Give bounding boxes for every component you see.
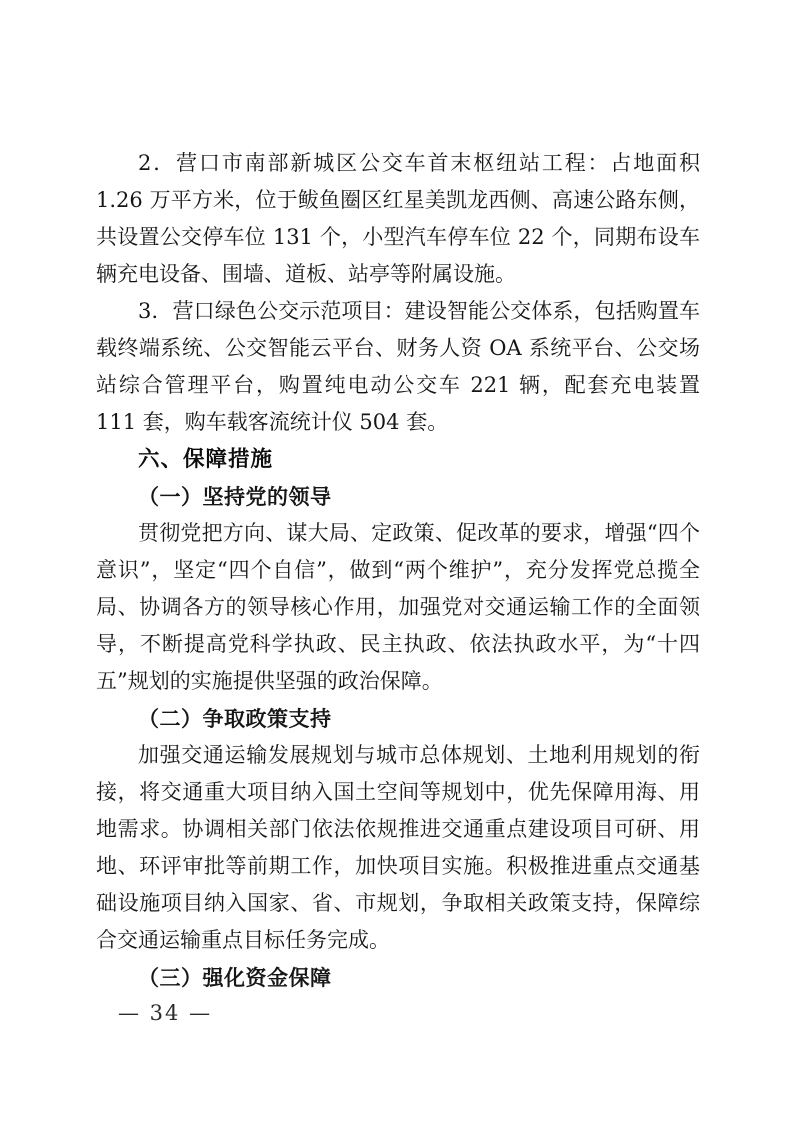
paragraph-item-3-green-transit-project: 3．营口绿色公交示范项目：建设智能公交体系，包括购置车载终端系统、公交智能云平台、财务人资 OA 系统平台、公交场站综合管理平台，购置纯电动公交车 221 辆，配套充电装置 111 套，购车载客流统计仪 504 套。: [96, 299, 700, 434]
paragraph-party-leadership-body: 贯彻党把方向、谋大局、定政策、促改革的要求，增强“四个意识”，坚定“四个自信”，做到“两个维护”，充分发挥党总揽全局、协调各方的领导核心作用，加强党对交通运输工作的全面领导，不断提高党科学执政、民主执政、依法执政水平，为“十四五”规划的实施提供坚强的政治保障。: [96, 521, 700, 693]
document-content: [96, 145, 700, 996]
paragraph-policy-support-body: 加强交通运输发展规划与城市总体规划、土地利用规划的衔接，将交通重大项目纳入国土空间等规划中，优先保障用海、用地需求。协调相关部门依法依规推进交通重点建设项目可研、用地、环评审批等前期工作，加快项目实施。积极推进重点交通基础设施项目纳入国家、省、市规划，争取相关政策支持，保障综合交通运输重点目标任务完成。: [96, 743, 700, 952]
footer-page-number: — 34 —: [118, 1001, 213, 1025]
paragraph-item-2-bus-hub-project: 2．营口市南部新城区公交车首末枢纽站工程：占地面积 1.26 万平方米，位于鲅鱼圈区红星美凯龙西侧、高速公路东侧，共设置公交停车位 131 个，小型汽车停车位 22 个，同期布设车辆充电设备、围墙、道板、站亭等附属设施。: [96, 151, 700, 286]
subsection-heading-funding-guarantee: （三）强化资金保障: [138, 965, 332, 990]
subsection-heading-party-leadership: （一）坚持党的领导: [138, 484, 332, 509]
section-heading-safeguard-measures: 六、保障措施: [138, 447, 274, 472]
subsection-heading-policy-support: （二）争取政策支持: [138, 706, 332, 731]
